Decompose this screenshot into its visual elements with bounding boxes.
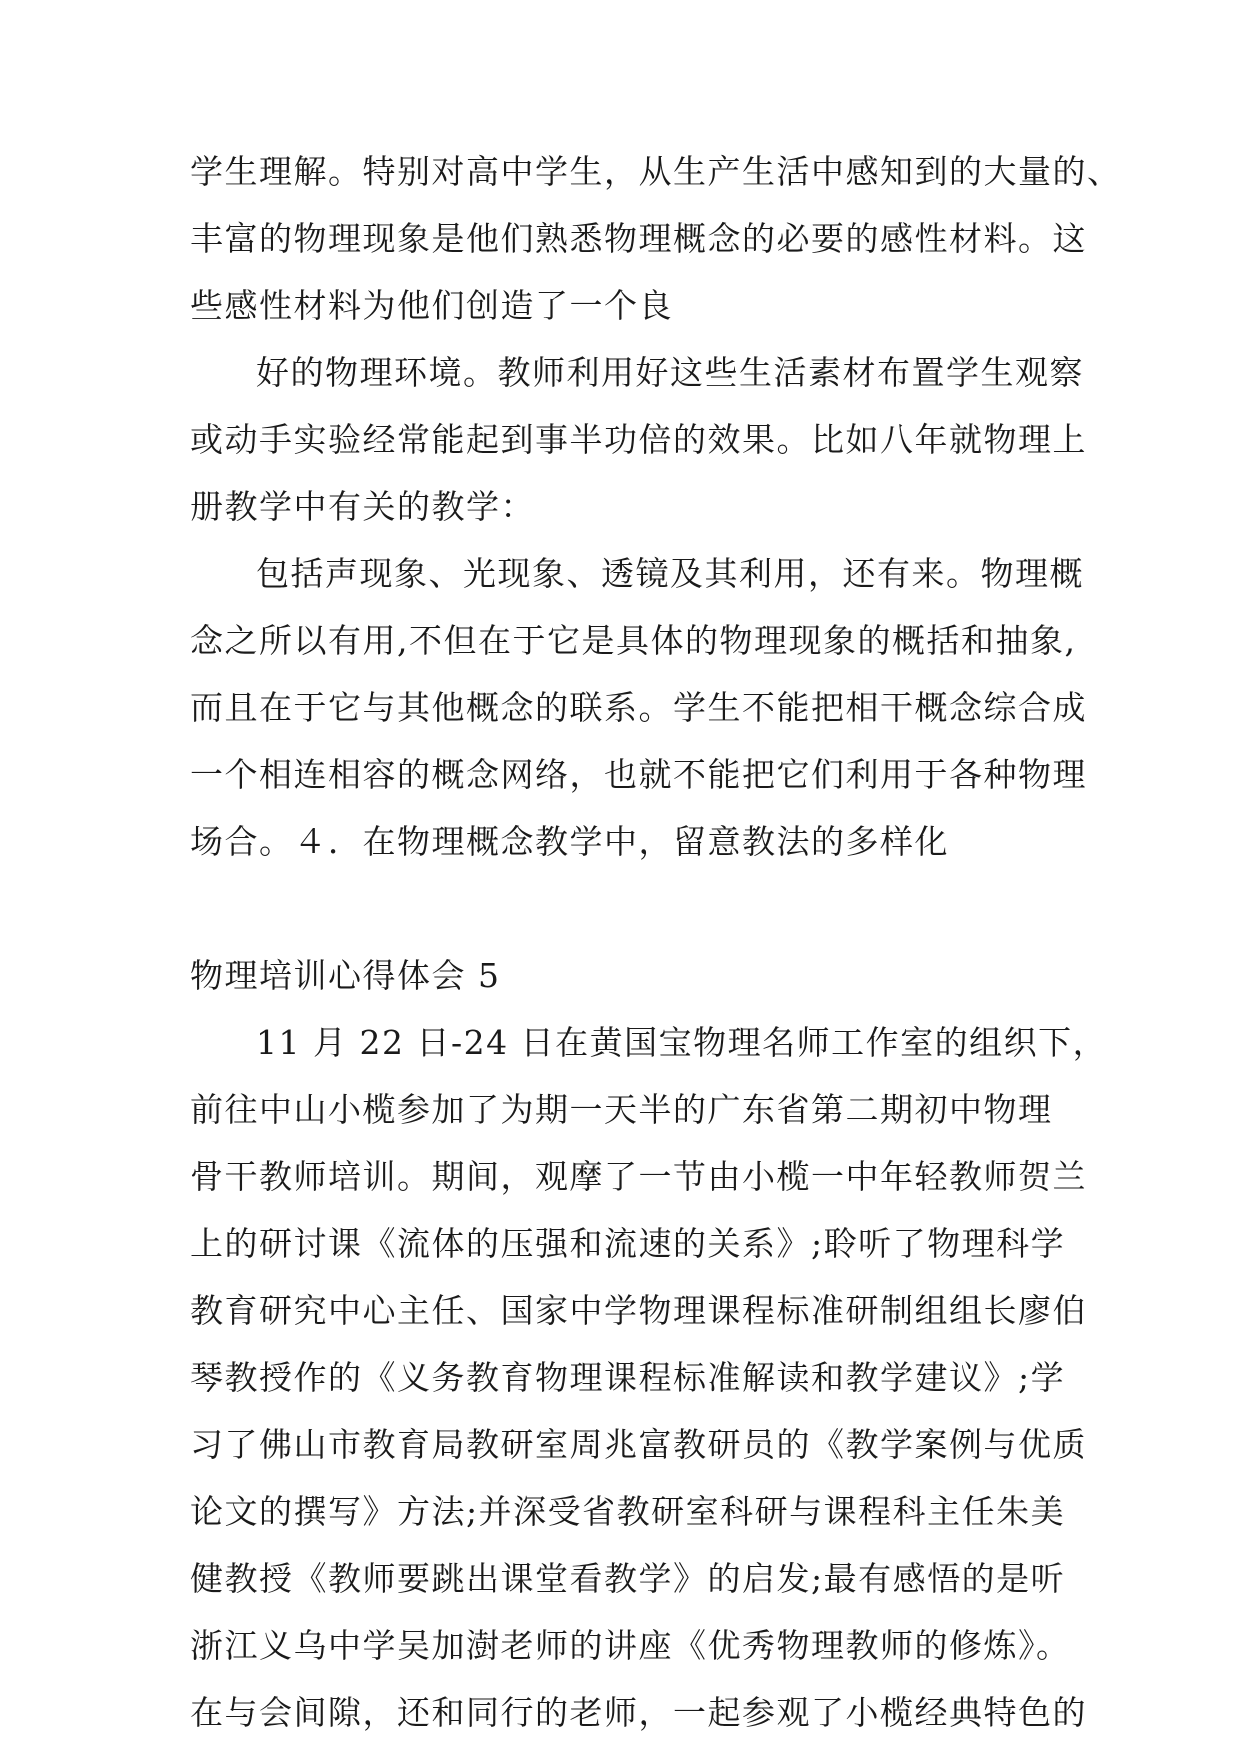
- text-line: 琴教授作的《义务教育物理课程标准解读和教学建议》;学: [190, 1358, 1066, 1397]
- text-line: 好的物理环境。教师利用好这些生活素材布置学生观察: [256, 353, 1084, 392]
- text-line: 教育研究中心主任、国家中学物理课程标准研制组组长廖伯: [190, 1291, 1087, 1330]
- text-line: 而且在于它与其他概念的联系。学生不能把相干概念综合成: [190, 688, 1087, 727]
- text-line: 一个相连相容的概念网络，也就不能把它们利用于各种物理: [190, 755, 1087, 794]
- text-line: 或动手实验经常能起到事半功倍的效果。比如八年就物理上: [190, 420, 1087, 459]
- text-line: 前往中山小榄参加了为期一天半的广东省第二期初中物理: [190, 1090, 1053, 1129]
- text-line: 册教学中有关的教学：: [190, 487, 535, 526]
- document-body: [190, 138, 1122, 1746]
- paragraph-2: [190, 339, 1087, 540]
- text-line: 健教授《教师要跳出课堂看教学》的启发;最有感悟的是听: [190, 1559, 1066, 1598]
- text-line: 丰富的物理现象是他们熟悉物理概念的必要的感性材料。这: [190, 219, 1087, 258]
- paragraph-3: [190, 540, 1087, 875]
- text-line: 在与会间隙，还和同行的老师，一起参观了小榄经典特色的: [190, 1693, 1087, 1732]
- text-line: 念之所以有用,不但在于它是具体的物理现象的概括和抽象,: [190, 621, 1077, 660]
- text-line: 浙江义乌中学吴加澍老师的讲座《优秀物理教师的修炼》。: [190, 1626, 1071, 1665]
- text-line: 习了佛山市教育局教研室周兆富教研员的《教学案例与优质: [190, 1425, 1087, 1464]
- text-line: 11 月 22 日-24 日在黄国宝物理名师工作室的组织下，: [256, 1023, 1108, 1062]
- text-line: 论文的撰写》方法;并深受省教研室科研与课程科主任朱美: [190, 1492, 1066, 1531]
- text-line: 包括声现象、光现象、透镜及其利用，还有来。物理概: [256, 554, 1084, 593]
- text-line: 场合。４．在物理概念教学中，留意教法的多样化: [190, 822, 949, 861]
- section-heading: 物理培训心得体会 5: [190, 956, 501, 995]
- section-gap: [190, 875, 1050, 942]
- text-line: 上的研讨课《流体的压强和流速的关系》;聆听了物理科学: [190, 1224, 1066, 1263]
- text-line: 学生理解。特别对高中学生，从生产生活中感知到的大量的、: [190, 152, 1122, 191]
- text-line: 骨干教师培训。期间，观摩了一节由小榄一中年轻教师贺兰: [190, 1157, 1087, 1196]
- paragraph-1: [190, 138, 1122, 339]
- paragraph-4: [190, 1009, 1108, 1746]
- text-line: 些感性材料为他们创造了一个良: [190, 286, 673, 325]
